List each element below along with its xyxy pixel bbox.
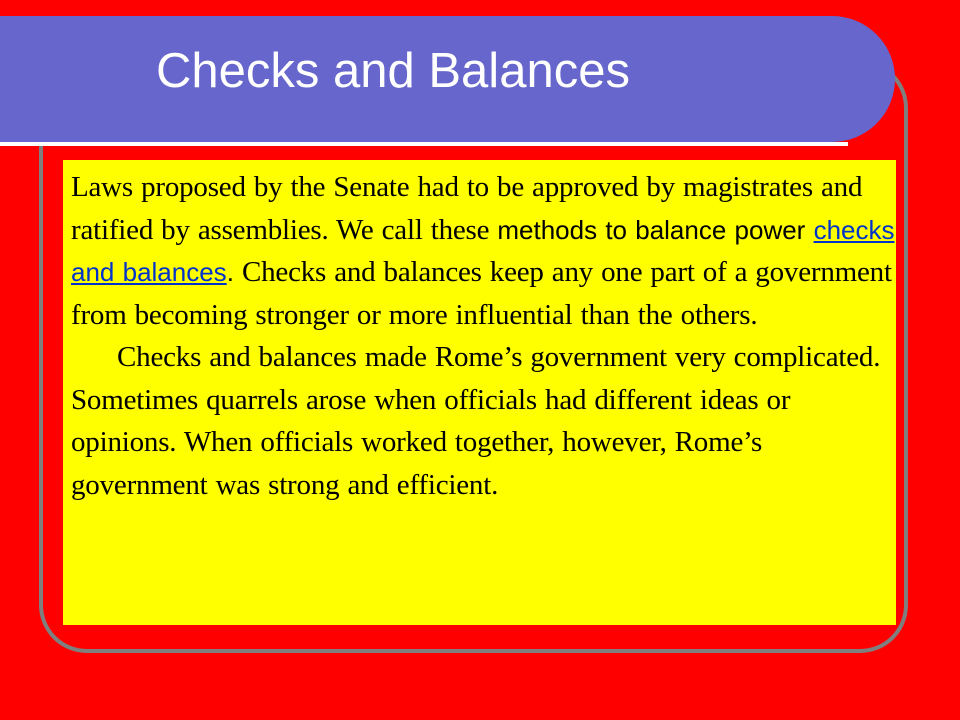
slide-title: Checks and Balances [156, 44, 630, 98]
paragraph-1-period: . [226, 257, 234, 287]
title-underline [0, 142, 848, 146]
checks-and-balances-link[interactable]: checks and balances [71, 214, 895, 287]
paragraph-1-part-3: Checks and balances keep any one part of a government from becoming stronger or more influential than the others. [71, 256, 892, 331]
paragraph-2: Checks and balances made Rome’s government very complicated. Sometimes quarrels arose when officials had different ideas or opinions. When officials worked together, however, Rome’s government was strong and efficient. [71, 341, 881, 501]
content-box [63, 160, 896, 625]
paragraph-1-part-2: methods to balance power [497, 214, 814, 245]
paragraph-1-part-1: Laws proposed by the Senate had to be approved by magistrates and ratified by assemblies. We call these [71, 171, 863, 246]
paragraph-1 [71, 166, 896, 336]
